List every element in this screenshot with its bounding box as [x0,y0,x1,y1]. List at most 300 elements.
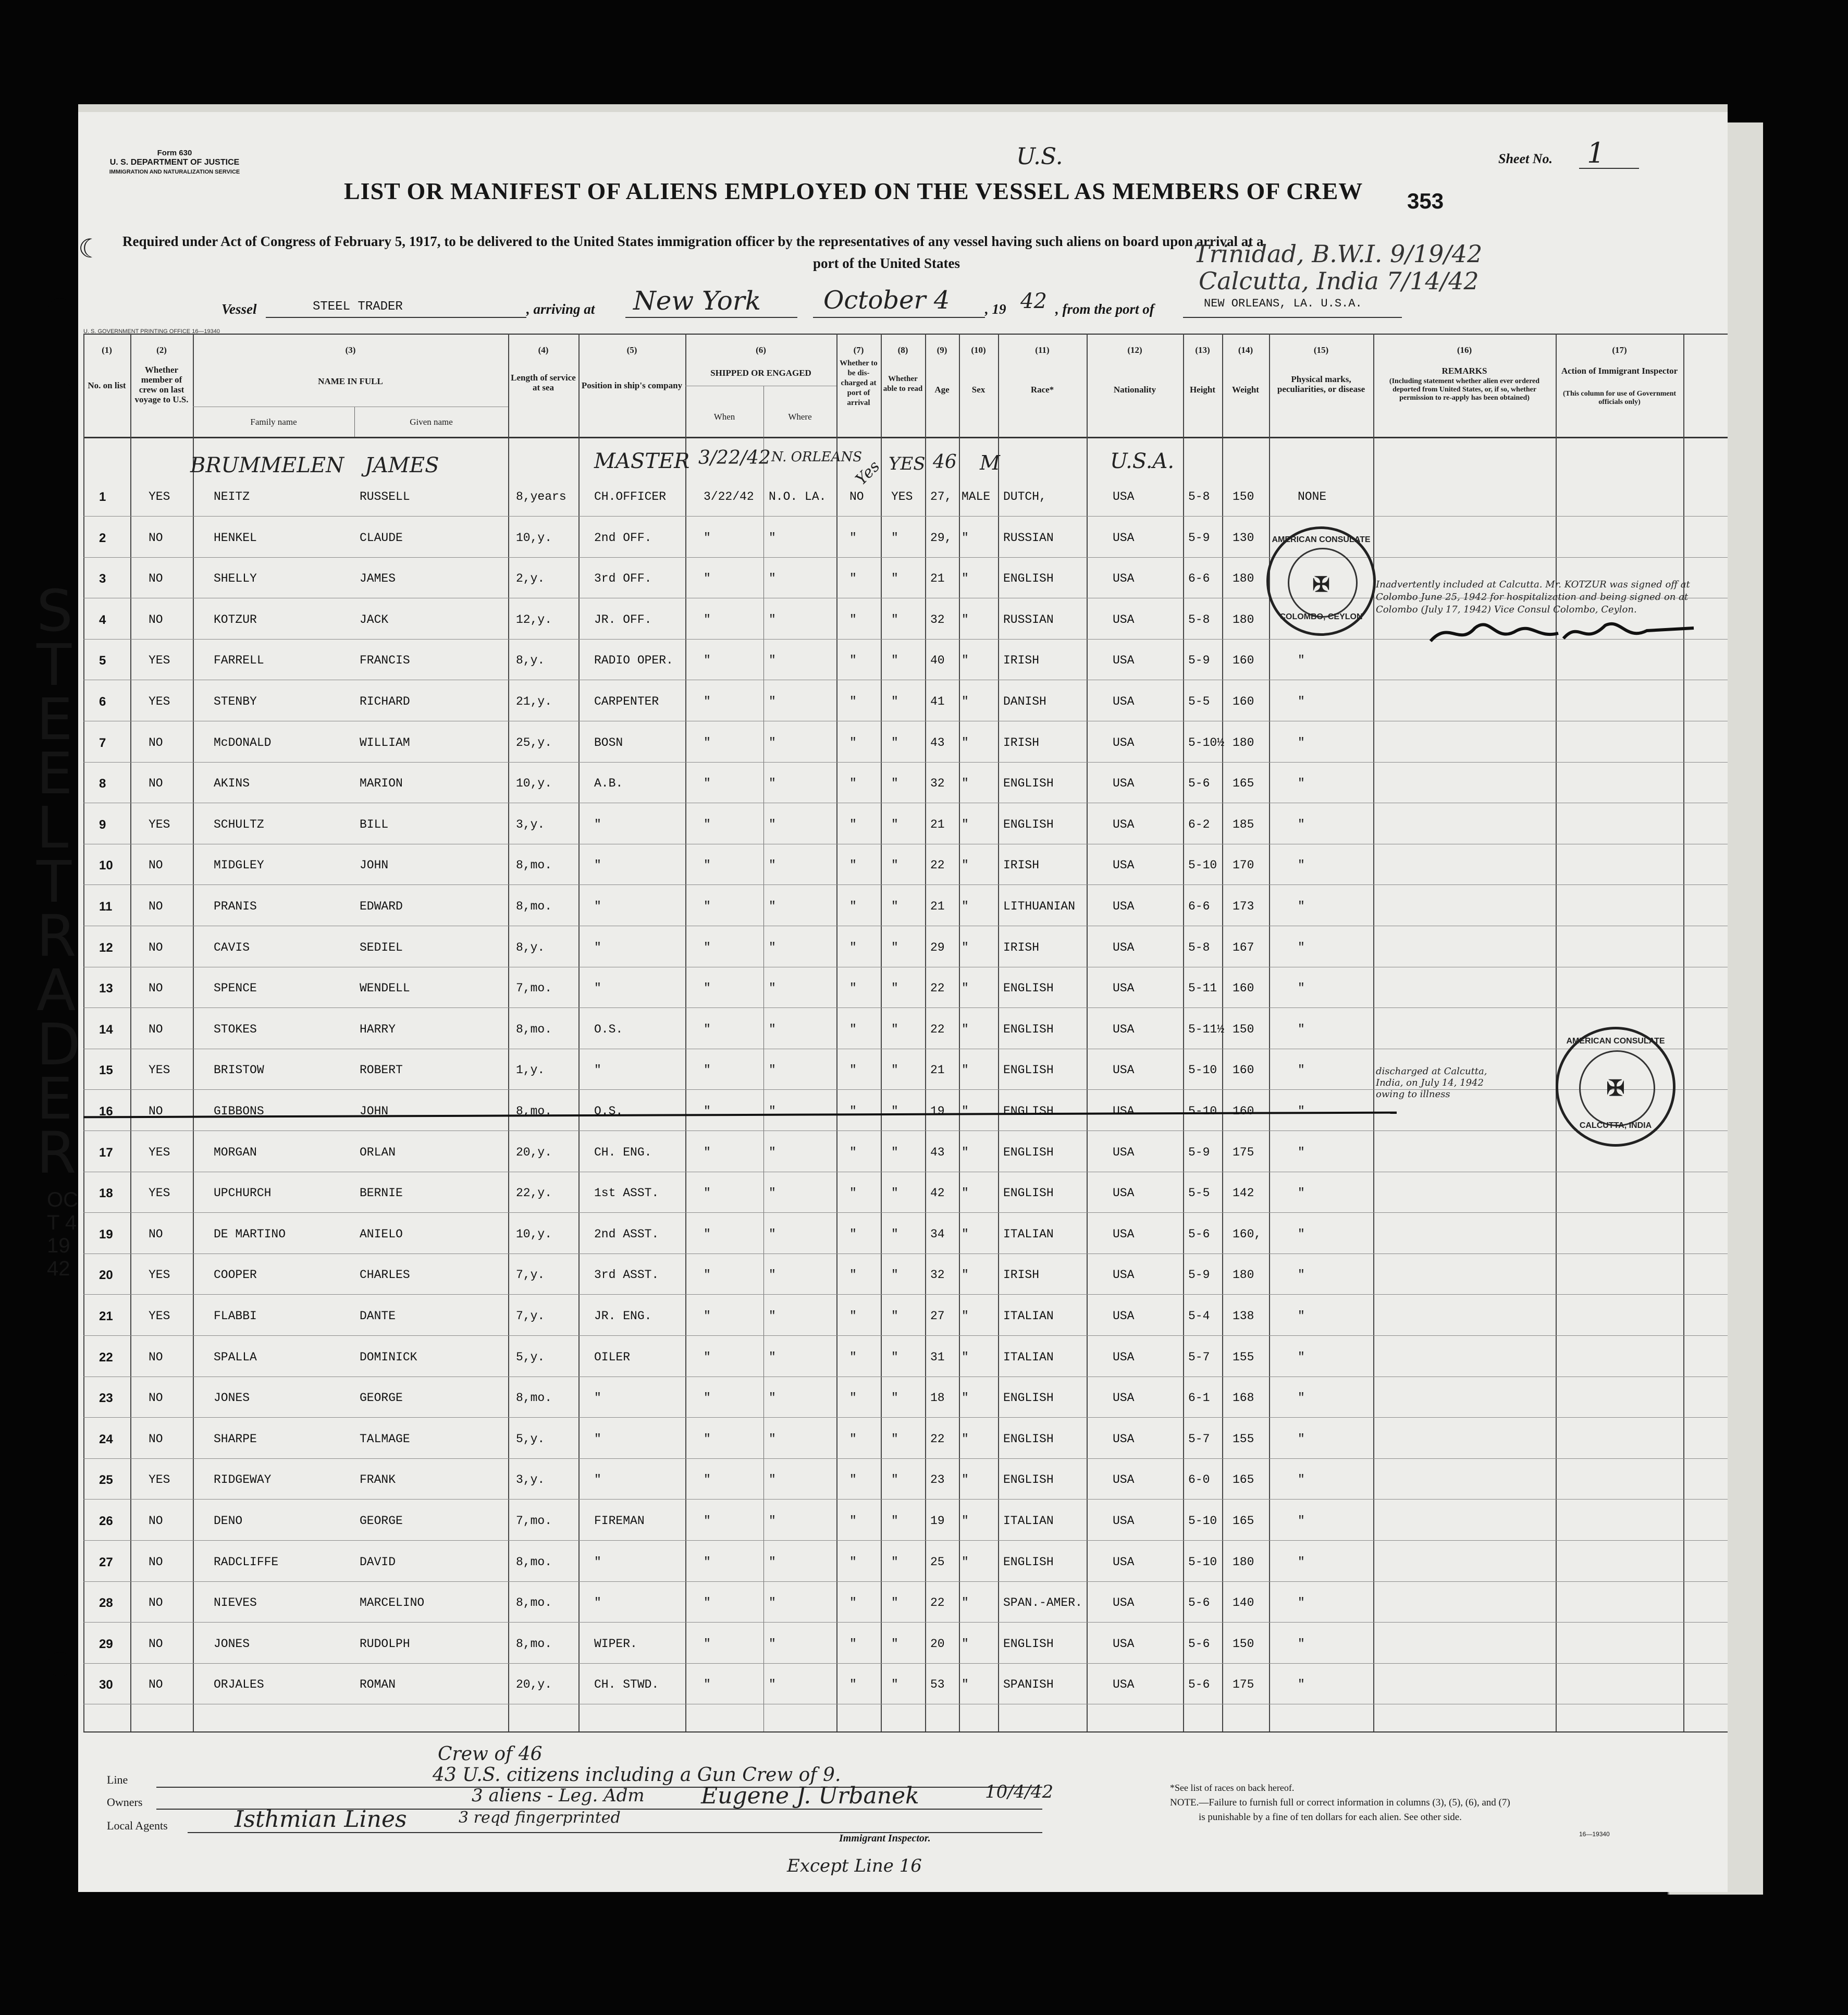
given-name-cell: MARION [360,777,403,791]
family-name-cell: SCHULTZ [214,817,264,831]
service-length-cell: 10,y. [516,531,552,545]
shipped-when-cell: " [704,572,711,586]
physical-marks-cell: " [1298,1104,1305,1118]
position-cell: JR. OFF. [594,612,652,626]
requirement-text: Required under Act of Congress of February 5, 1917, to be delivered to the United States immigration officer by the representatives of any vessel having such aliens on board upon arrival at a [122,234,1264,249]
nationality-cell: USA [1113,981,1135,996]
weight-cell: 165 [1233,1473,1254,1487]
service-length-cell: 3,y. [516,1473,545,1487]
position-cell: " [594,1596,601,1610]
eagle-icon: ✠ [1606,1076,1625,1100]
nationality-cell: USA [1113,1022,1135,1036]
row-number-cell: 1 [99,490,106,504]
able-to-read-cell: " [891,1637,898,1651]
shipped-when-cell: " [704,1022,711,1036]
vessel-underline [266,317,526,318]
service-length-cell: 2,y. [516,572,545,586]
race-cell: ENGLISH [1003,1637,1054,1651]
physical-marks-cell: " [1298,1514,1305,1528]
discharged-cell: " [849,1637,857,1651]
shipped-when-cell: " [704,1268,711,1282]
shipped-where-cell: " [769,817,776,831]
col-where: Where [788,412,812,422]
shipped-where-cell: " [769,1678,776,1692]
prev-voyage-cell: YES [149,1309,170,1323]
able-to-read-cell: " [891,695,898,708]
physical-marks-cell: " [1298,1391,1305,1405]
discharged-cell: " [849,1678,857,1692]
physical-marks-cell: " [1298,1022,1305,1036]
nationality-cell: USA [1113,531,1135,545]
weight-cell: 150 [1233,1637,1254,1651]
col-rule [1683,334,1684,1731]
given-name-cell: RUDOLPH [360,1637,410,1651]
row-rule [83,762,1728,763]
given-name-cell: ORLAN [360,1145,396,1159]
prev-voyage-cell: NO [149,1350,163,1364]
port-label: , from the port of [1055,301,1154,317]
family-name-cell: MIDGLEY [214,858,264,873]
row-number-cell: 17 [99,1145,113,1160]
physical-marks-cell: " [1298,1145,1305,1159]
discharged-cell: " [849,1555,857,1569]
agents-label: Local Agents [107,1819,168,1832]
physical-marks-cell: " [1298,1063,1305,1077]
physical-marks-cell: " [1298,1555,1305,1569]
sex-cell: " [962,531,969,545]
shipped-where-cell: " [769,1596,776,1610]
form-code: 16—19340 [1579,1830,1610,1838]
service-length-cell: 3,y. [516,817,545,831]
shipped-where-cell: " [769,1145,776,1159]
able-to-read-cell: " [891,1227,898,1241]
col-num: (17) [1612,345,1627,355]
discharged-cell: " [849,654,857,668]
row-number-cell: 3 [99,572,106,586]
discharged-cell: " [849,1596,857,1610]
nationality-cell: USA [1113,900,1135,913]
master-position: MASTER [594,449,690,473]
printing-office-note: U. S. GOVERNMENT PRINTING OFFICE 16—19340 [83,328,220,335]
position-cell: CARPENTER [594,695,659,708]
race-cell: ENGLISH [1003,1432,1054,1446]
port-note-2: Calcutta, India 7/14/42 [1199,267,1479,295]
nationality-cell: USA [1113,817,1135,831]
family-name-cell: JONES [214,1637,250,1651]
shipped-when-cell: " [704,612,711,626]
race-cell: DANISH [1003,695,1046,708]
age-cell: 43 [930,1145,945,1159]
col-when: When [713,412,735,422]
sex-cell: " [962,940,969,954]
able-to-read-cell: " [891,654,898,668]
calcutta-consulate-seal [1556,1027,1675,1147]
remark-gibbons: discharged at Calcutta, India, on July 14, 1942 owing to illness [1376,1066,1487,1100]
seal-text-top: AMERICAN CONSULATE [1272,535,1371,544]
col-rule [836,334,837,1731]
physical-marks-cell: NONE [1298,490,1327,503]
position-cell: JR. ENG. [594,1309,652,1323]
seal-text-bottom: COLOMBO, CEYLON [1279,612,1363,621]
row-rule [83,516,1728,517]
prev-voyage-cell: NO [149,900,163,913]
age-cell: 22 [930,1022,945,1036]
col-rule [959,334,960,1731]
row-number-cell: 13 [99,981,113,996]
physical-marks-cell: " [1298,1637,1305,1651]
shipped-where-cell: " [769,1391,776,1405]
sex-cell: " [962,1268,969,1282]
shipped-when-cell: " [704,1309,711,1323]
vice-consul-signature [1428,618,1699,649]
family-name-cell: SHELLY [214,572,257,586]
weight-cell: 180 [1233,735,1254,750]
prev-voyage-cell: NO [149,777,163,791]
physical-marks-cell: " [1298,858,1305,873]
service-length-cell: 7,mo. [516,981,552,996]
age-cell: 22 [930,1432,945,1446]
family-name-cell: SPENCE [214,981,257,996]
master-nationality: U.S.A. [1110,449,1175,473]
race-cell: IRISH [1003,654,1040,668]
row-number-cell: 5 [99,654,106,668]
col-rule [1183,334,1184,1731]
prev-voyage-cell: NO [149,572,163,586]
given-name-cell: WENDELL [360,981,410,996]
col-rule [130,334,131,1731]
punch-hole [48,298,72,322]
col-num: (12) [1127,345,1142,355]
weight-cell: 168 [1233,1391,1254,1405]
row-number-cell: 9 [99,817,106,832]
age-cell: 23 [930,1473,945,1487]
col-num: (8) [897,345,908,355]
shipped-where-cell: " [769,1063,776,1077]
nationality-cell: USA [1113,1596,1135,1610]
given-name-cell: BILL [360,817,389,831]
sheet-label: Sheet No. [1498,151,1553,166]
shipped-when-cell: " [704,1555,711,1569]
shipped-when-cell: 3/22/42 [704,490,754,503]
physical-marks-cell: " [1298,735,1305,750]
height-cell: 6-6 [1188,900,1210,913]
service-length-cell: 8,y. [516,940,545,954]
weight-cell: 175 [1233,1145,1254,1159]
sex-cell: " [962,612,969,626]
row-number-cell: 7 [99,735,106,750]
row-number-cell: 11 [99,900,113,914]
physical-marks-cell: " [1298,1227,1305,1241]
shipped-when-cell: " [704,777,711,791]
physical-marks-cell: " [1298,1678,1305,1692]
department-name: U. S. DEPARTMENT OF JUSTICE [109,158,240,167]
height-cell: 5-9 [1188,1268,1210,1282]
physical-marks-cell: " [1298,777,1305,791]
able-to-read-cell: " [891,1596,898,1610]
position-cell: WIPER. [594,1637,637,1651]
family-name-cell: SHARPE [214,1432,257,1446]
given-name-cell: FRANK [360,1473,396,1487]
row-rule [83,1212,1728,1213]
given-name-cell: DANTE [360,1309,396,1323]
service-length-cell: 7,y. [516,1268,545,1282]
arrival-year: 42 [1020,289,1047,313]
weight-cell: 150 [1233,1022,1254,1036]
physical-marks-cell: " [1298,1268,1305,1282]
family-name-cell: PRANIS [214,900,257,913]
able-to-read-cell: " [891,940,898,954]
master-sex: M [980,451,1000,474]
row-number-cell: 25 [99,1473,113,1488]
nationality-cell: USA [1113,1473,1135,1487]
except-note: Except Line 16 [787,1856,922,1876]
discharged-cell: " [849,695,857,708]
col-num: (5) [626,345,637,355]
requirement-text-2: port of the United States [813,255,960,271]
family-name-cell: ORJALES [214,1678,264,1692]
race-cell: ENGLISH [1003,1555,1054,1569]
height-cell: 5-8 [1188,612,1210,626]
position-cell: " [594,817,601,831]
age-cell: 22 [930,981,945,996]
height-cell: 5-8 [1188,490,1210,503]
shipped-when-cell: " [704,735,711,750]
family-name-cell: AKINS [214,777,250,791]
discharged-cell: " [849,1104,857,1118]
shipped-when-cell: " [704,900,711,913]
able-to-read-cell: " [891,1186,898,1200]
physical-marks-cell: " [1298,1473,1305,1487]
prev-voyage-cell: YES [149,817,170,831]
age-cell: 32 [930,777,945,791]
shipped-where-cell: " [769,1186,776,1200]
weight-cell: 180 [1233,612,1254,626]
prev-voyage-cell: NO [149,735,163,750]
discharged-cell: " [849,1145,857,1159]
shipped-where-cell: " [769,1514,776,1528]
col-age: Age [934,385,950,395]
height-cell: 5-6 [1188,777,1210,791]
service-length-cell: 25,y. [516,735,552,750]
position-cell: CH. ENG. [594,1145,652,1159]
position-cell: O.S. [594,1022,623,1036]
position-cell: O.S. [594,1104,623,1118]
prev-voyage-cell: NO [149,531,163,545]
able-to-read-cell: " [891,735,898,750]
col-rule [998,334,999,1731]
family-name-cell: McDONALD [214,735,272,750]
weight-cell: 130 [1233,531,1254,545]
shipped-when-cell: " [704,1678,711,1692]
discharged-cell: " [849,531,857,545]
position-cell: BOSN [594,735,623,750]
able-to-read-cell: " [891,572,898,586]
col-physical: Physical marks, peculiarities, or disease [1277,374,1365,394]
row-number-cell: 28 [99,1596,113,1611]
port-note-1: Trinidad, B.W.I. 9/19/42 [1193,240,1483,268]
row-number-cell: 20 [99,1268,113,1283]
sex-cell: " [962,1678,969,1692]
shipped-where-cell: " [769,654,776,668]
form-id-block [94,149,255,177]
able-to-read-cell: YES [891,490,913,503]
prev-voyage-cell: NO [149,1432,163,1446]
nationality-cell: USA [1113,1063,1135,1077]
prev-voyage-cell: NO [149,858,163,873]
nationality-cell: USA [1113,612,1135,626]
family-name-cell: FLABBI [214,1309,257,1323]
inspector-label: Immigrant Inspector. [839,1833,931,1844]
sex-cell: " [962,1063,969,1077]
sex-cell: " [962,1637,969,1651]
col-num: (10) [971,345,986,355]
vessel-name: STEEL TRADER [313,300,403,314]
row-rule [83,1499,1728,1500]
nationality-cell: USA [1113,572,1135,586]
given-name-cell: JOHN [360,858,389,873]
age-cell: 53 [930,1678,945,1692]
shipped-when-cell: " [704,1432,711,1446]
physical-marks-cell: " [1298,1186,1305,1200]
nationality-cell: USA [1113,654,1135,668]
race-cell: ENGLISH [1003,1391,1054,1405]
age-cell: 21 [930,817,945,831]
row-number-cell: 27 [99,1555,113,1569]
age-cell: 22 [930,1596,945,1610]
row-rule [83,1294,1728,1295]
height-cell: 5-6 [1188,1596,1210,1610]
weight-cell: 180 [1233,572,1254,586]
nationality-cell: USA [1113,1637,1135,1651]
races-note: *See list of races on back hereof. [1170,1783,1295,1793]
height-cell: 6-0 [1188,1473,1210,1487]
given-name-cell: JACK [360,612,389,626]
aliens-note: 3 aliens - Leg. Adm [472,1785,645,1806]
weight-cell: 140 [1233,1596,1254,1610]
shipped-when-cell: " [704,1391,711,1405]
given-name-cell: GEORGE [360,1514,403,1528]
weight-cell: 160 [1233,981,1254,996]
given-name-cell: ANIELO [360,1227,403,1241]
discharged-cell: " [849,858,857,873]
weight-cell: 142 [1233,1186,1254,1200]
row-rule [83,1663,1728,1664]
shipped-where-cell: " [769,612,776,626]
age-cell: 22 [930,858,945,873]
col-no-on-list: No. on list [88,380,126,390]
row-number-cell: 14 [99,1022,113,1037]
row-rule [83,884,1728,885]
able-to-read-cell: " [891,1555,898,1569]
age-cell: 19 [930,1514,945,1528]
row-number-cell: 30 [99,1678,113,1692]
service-length-cell: 8,mo. [516,1637,552,1651]
row-rule [83,1581,1728,1582]
discharged-cell: " [849,1432,857,1446]
sex-cell: " [962,695,969,708]
sex-cell: " [962,572,969,586]
race-cell: SPAN.-AMER. [1003,1596,1082,1610]
table-header-rule [83,437,1728,438]
col-rule [685,334,686,1731]
remark-kotzur: Inadvertently included at Calcutta. Mr. KOTZUR was signed off at Colombo June 25, 1942 for hospitalization and being signed on at Colombo (July 17, 1942) Vice Consul Colombo, Ceylon. [1376,579,1690,615]
height-cell: 5-5 [1188,695,1210,708]
sheet-underline [1579,168,1639,169]
age-cell: 27 [930,1309,945,1323]
position-cell: " [594,1555,601,1569]
shipped-where-cell: " [769,981,776,996]
row-number-cell: 10 [99,858,113,873]
given-name-cell: TALMAGE [360,1432,410,1446]
weight-cell: 160 [1233,1104,1254,1118]
discharged-cell: " [849,777,857,791]
row-number-cell: 19 [99,1227,113,1242]
height-cell: 6-6 [1188,572,1210,586]
race-cell: IRISH [1003,858,1040,873]
discharged-cell: " [849,572,857,586]
col-num: (14) [1238,345,1253,355]
able-to-read-cell: " [891,1678,898,1692]
master-discharged: Yes [852,457,884,489]
weight-cell: 155 [1233,1432,1254,1446]
able-to-read-cell: " [891,858,898,873]
discharged-cell: " [849,981,857,996]
sex-cell: " [962,777,969,791]
col-given-name: Given name [410,417,453,427]
shipped-where-cell: N.O. LA. [769,490,827,503]
family-name-cell: HENKEL [214,531,257,545]
race-cell: DUTCH, [1003,490,1046,503]
family-name-cell: NIEVES [214,1596,257,1610]
height-cell: 5-10 [1188,858,1217,873]
discharged-cell: " [849,1268,857,1282]
shipped-when-cell: " [704,1104,711,1118]
family-name-cell: RADCLIFFE [214,1555,279,1569]
physical-marks-cell: " [1298,1596,1305,1610]
col-remarks-sub: (Including statement whether alien ever ordered deported from United States, or, if so, whether permission to re-apply has been obtained) [1389,377,1540,402]
shipped-when-cell: " [704,1063,711,1077]
eagle-icon: ✠ [1312,573,1330,596]
prev-voyage-cell: YES [149,1186,170,1200]
punch-hole [48,380,72,404]
service-length-cell: 12,y. [516,612,552,626]
sex-cell: " [962,1391,969,1405]
seal-text-bottom: CALCUTTA, INDIA [1579,1121,1652,1130]
nationality-cell: USA [1113,858,1135,873]
able-to-read-cell: " [891,612,898,626]
shipped-where-cell: " [769,1309,776,1323]
prev-voyage-cell: NO [149,1596,163,1610]
service-length-cell: 10,y. [516,1227,552,1241]
given-name-cell: BERNIE [360,1186,403,1200]
nationality-cell: USA [1113,1678,1135,1692]
position-cell: CH.OFFICER [594,490,667,503]
col-num: (9) [937,345,947,355]
sex-cell: " [962,1309,969,1323]
shipped-where-cell: " [769,531,776,545]
nationality-cell: USA [1113,1514,1135,1528]
master-when: 3/22/42 [698,447,771,469]
height-cell: 5-10½ [1188,735,1225,750]
family-name-cell: CAVIS [214,940,250,954]
side-vessel-name: STEEL TRADER [36,578,81,1186]
weight-cell: 173 [1233,900,1254,913]
service-length-cell: 8,mo. [516,858,552,873]
shipped-when-cell: " [704,981,711,996]
height-cell: 5-6 [1188,1227,1210,1241]
service-length-cell: 5,y. [516,1432,545,1446]
race-cell: ENGLISH [1003,817,1054,831]
